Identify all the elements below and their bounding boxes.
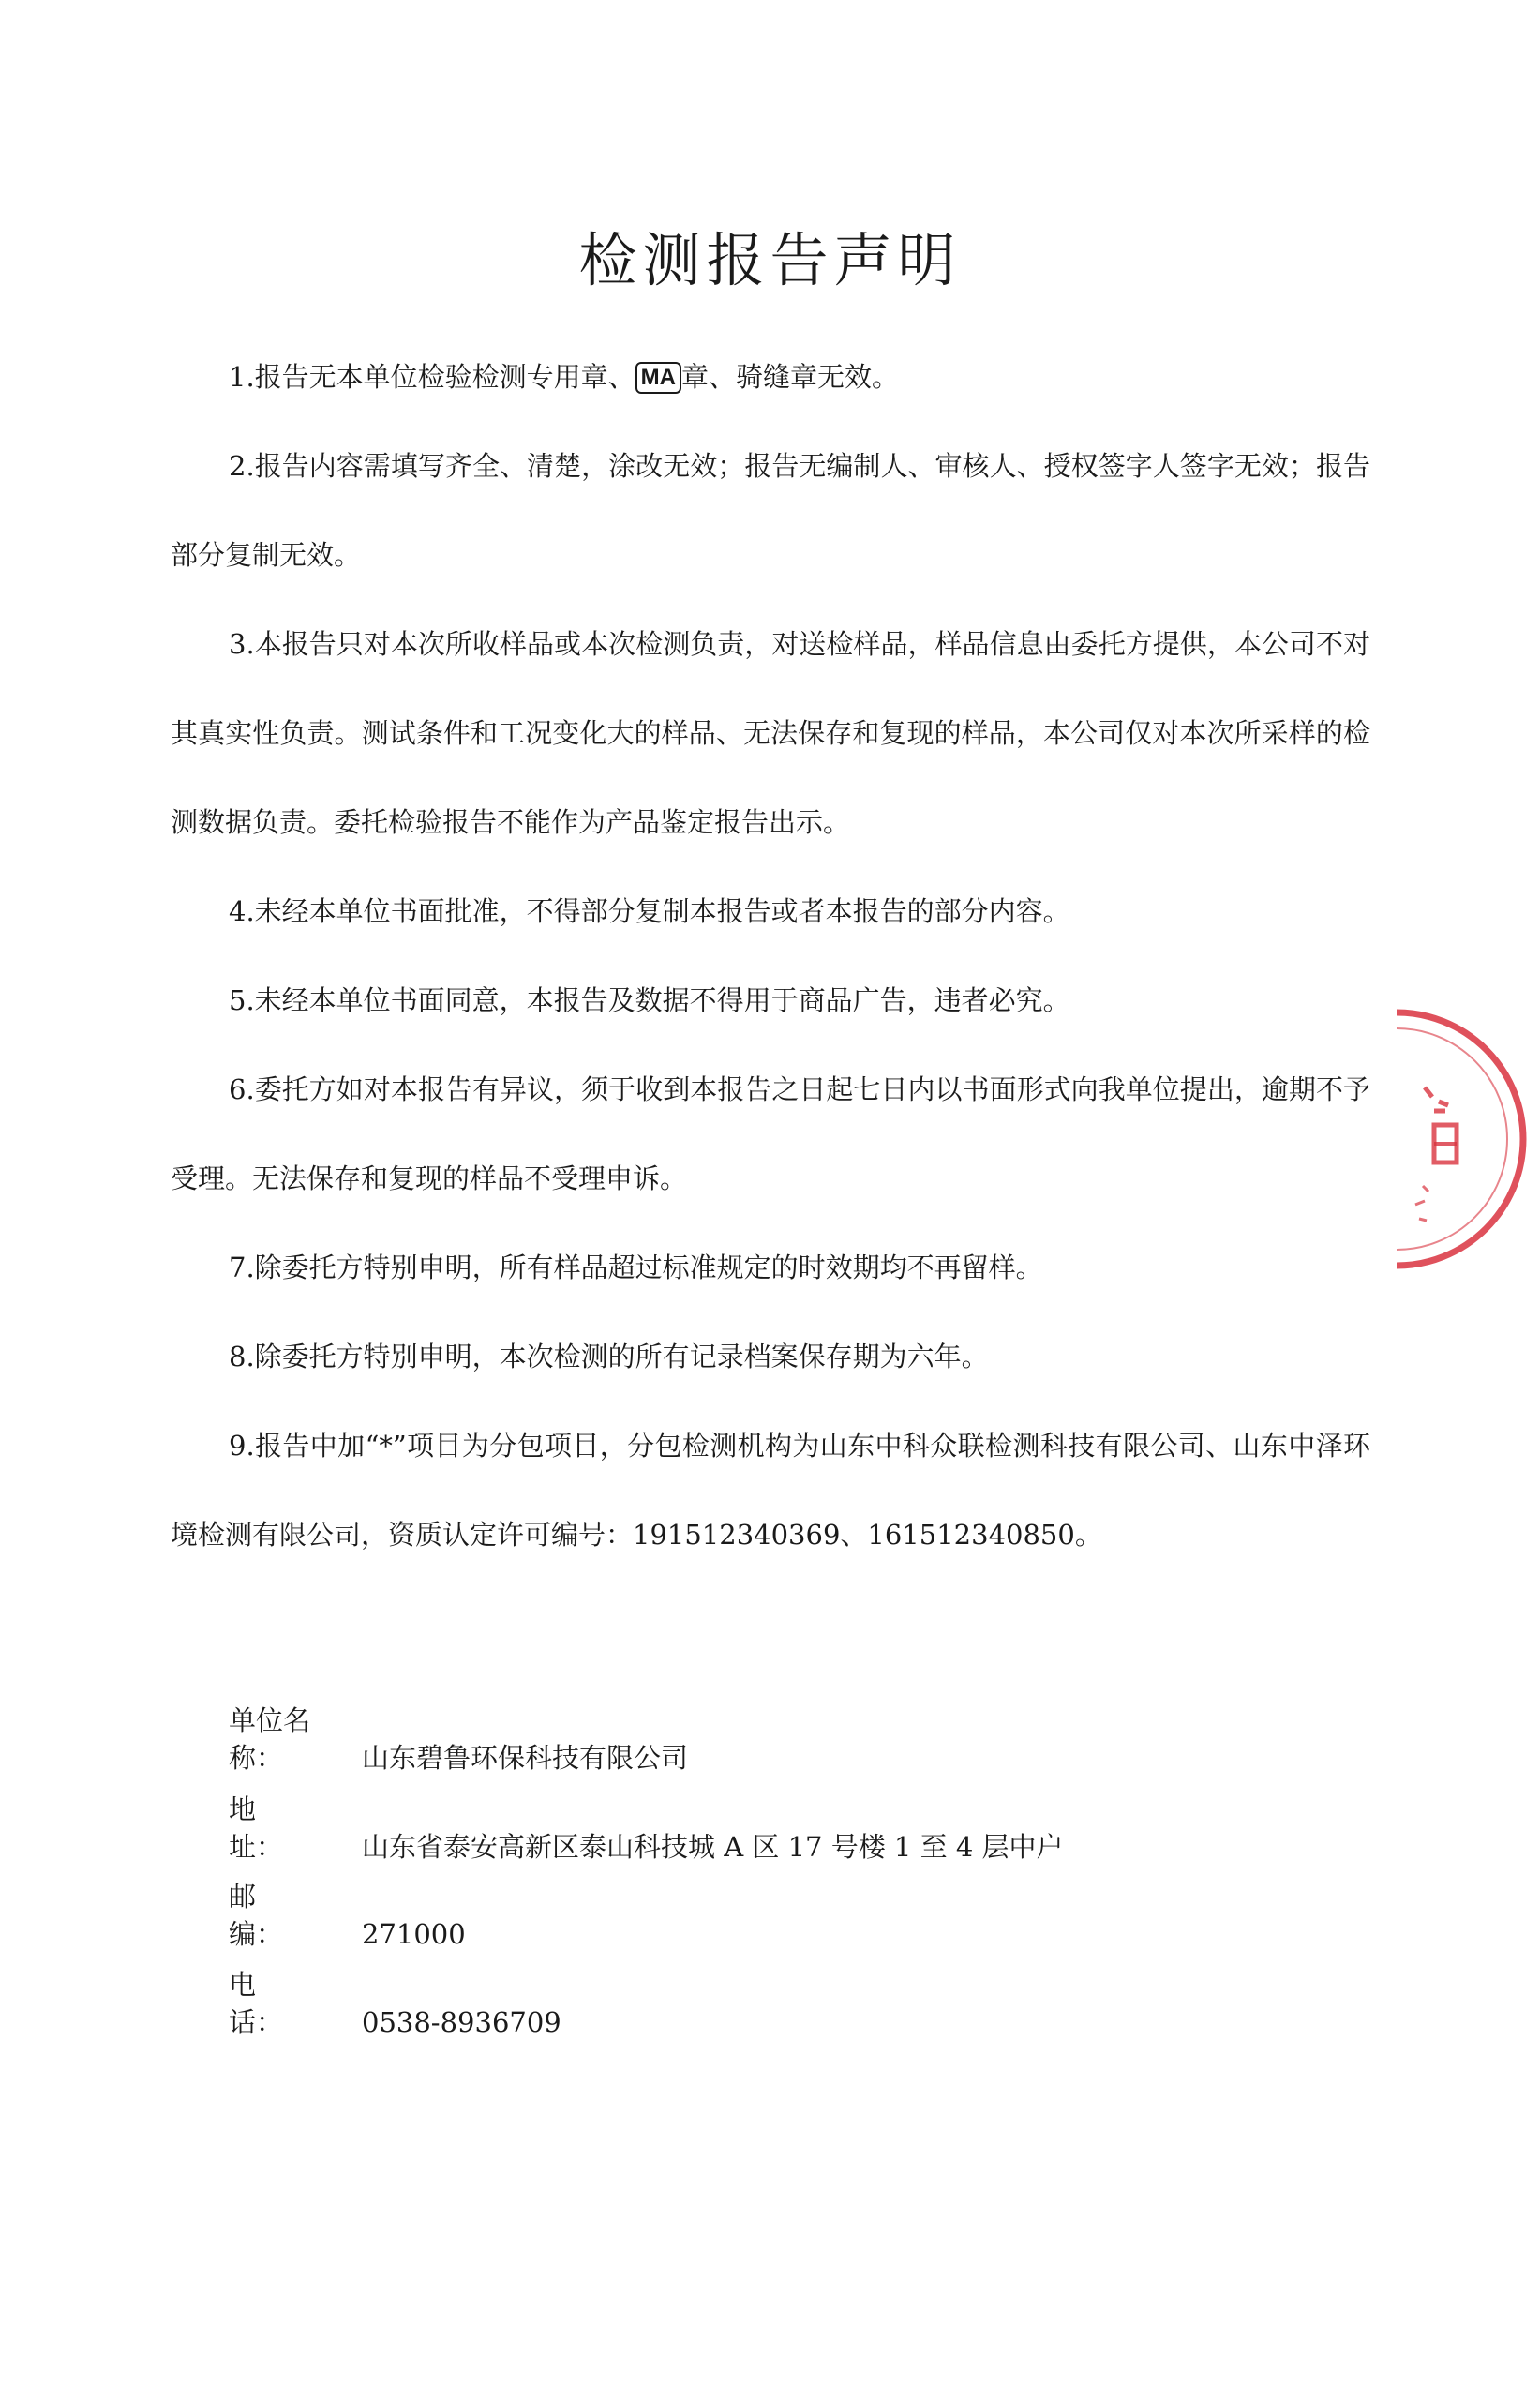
address-label: 地 址：: [229, 1793, 311, 1863]
company-name: 山东碧鲁环保科技有限公司: [362, 1742, 689, 1774]
address: 山东省泰安高新区泰山科技城 A 区 17 号楼 1 至 4 层中户: [362, 1831, 1064, 1863]
postcode: 271000: [362, 1918, 466, 1950]
phone: 0538-8936709: [362, 2006, 561, 2038]
postcode-label: 邮 编：: [229, 1881, 311, 1950]
statement-6: 6.委托方如对本报告有异议，须于收到本报告之日起七日内以书面形式向我单位提出，逾期不予受理。无法保存和复现的样品不受理申诉。: [171, 1073, 1370, 1194]
statement-1: [171, 333, 1370, 422]
statement-7: 7.除委托方特别申明，所有样品超过标准规定的时效期均不再留样。: [229, 1252, 1043, 1283]
company-name-row: [229, 1702, 688, 1777]
statement-1-text: 1.报告无本单位检验检测专用章、: [229, 361, 635, 393]
postcode-row: [229, 1878, 466, 1953]
phone-row: [229, 1966, 561, 2041]
seal-stamp-icon: [1397, 998, 1540, 1280]
statement-9: 9.报告中加“*”项目为分包项目，分包检测机构为山东中科众联检测科技有限公司、山东中泽环境检测有限公司，资质认定许可编号：191512340369、161512340850。: [171, 1430, 1370, 1551]
statement-3: 3.本报告只对本次所收样品或本次检测负责，对送检样品，样品信息由委托方提供，本公司不对其真实性负责。测试条件和工况变化大的样品、无法保存和复现的样品，本公司仅对本次所采样的检测数据负责。委托检验报告不能作为产品鉴定报告出示。: [171, 628, 1370, 838]
statement-4: 4.未经本单位书面批准，不得部分复制本报告或者本报告的部分内容。: [229, 895, 1070, 927]
statement-1-text-end: 章、骑缝章无效。: [681, 361, 900, 393]
statement-2: 2.报告内容需填写齐全、清楚，涂改无效；报告无编制人、审核人、授权签字人签字无效；报告部分复制无效。: [171, 450, 1370, 571]
company-name-label: 单位名称：: [229, 1704, 311, 1774]
phone-label: 电 话：: [229, 1969, 311, 2038]
ma-mark-icon: MA: [635, 362, 681, 394]
page-title: 检测报告声明: [578, 226, 962, 294]
address-row: [229, 1791, 1064, 1866]
statement-8: 8.除委托方特别申明，本次检测的所有记录档案保存期为六年。: [229, 1341, 989, 1372]
statement-5: 5.未经本单位书面同意，本报告及数据不得用于商品广告，违者必究。: [229, 984, 1070, 1016]
